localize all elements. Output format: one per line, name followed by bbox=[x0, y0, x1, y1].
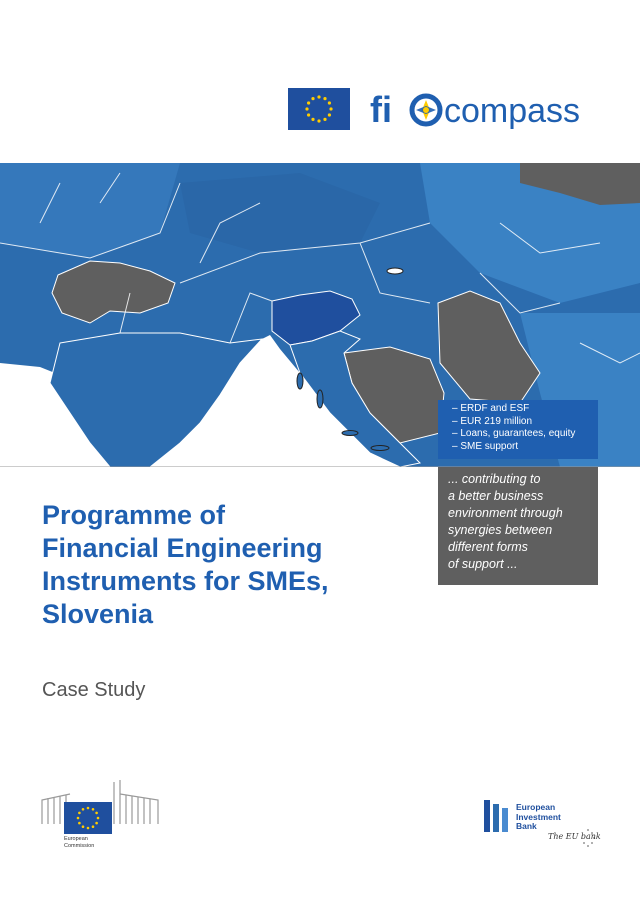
fact-item: – EUR 219 million bbox=[452, 415, 533, 427]
eu-stars-icon bbox=[288, 88, 350, 130]
eib-bars-icon bbox=[484, 800, 508, 832]
quote-line: ... contributing to bbox=[448, 472, 541, 486]
ec-name: European Commission bbox=[64, 836, 95, 849]
fact-item: – ERDF and ESF bbox=[452, 403, 530, 414]
compass-icon bbox=[412, 96, 440, 124]
fi-logo-prefix: fi bbox=[370, 89, 392, 130]
quote-line: different forms bbox=[448, 540, 528, 554]
title-line: Slovenia bbox=[42, 599, 154, 629]
quote-line: synergies between bbox=[448, 523, 553, 537]
document-subtitle: Case Study bbox=[42, 679, 146, 701]
map-lake-balaton bbox=[387, 268, 403, 274]
title-line: Programme of bbox=[42, 500, 226, 530]
title-line: Instruments for SMEs, bbox=[42, 566, 329, 596]
document-title bbox=[42, 499, 432, 631]
fi-logo-word: compass bbox=[444, 92, 581, 130]
quote-line: a better business bbox=[448, 489, 544, 503]
quote-box bbox=[438, 467, 598, 585]
facts-box bbox=[438, 400, 598, 459]
fact-item: – SME support bbox=[452, 440, 519, 452]
fact-item: – Loans, guarantees, equity bbox=[452, 428, 576, 439]
fi-compass-logo bbox=[370, 84, 610, 134]
title-line: Financial Engineering bbox=[42, 533, 323, 563]
quote-line: environment through bbox=[448, 506, 563, 520]
eib-name: European Investment Bank bbox=[516, 802, 561, 831]
quote-line: of support ... bbox=[448, 557, 518, 571]
eib-tagline: The EU bank bbox=[548, 832, 601, 841]
eu-flag-logo bbox=[288, 88, 350, 130]
